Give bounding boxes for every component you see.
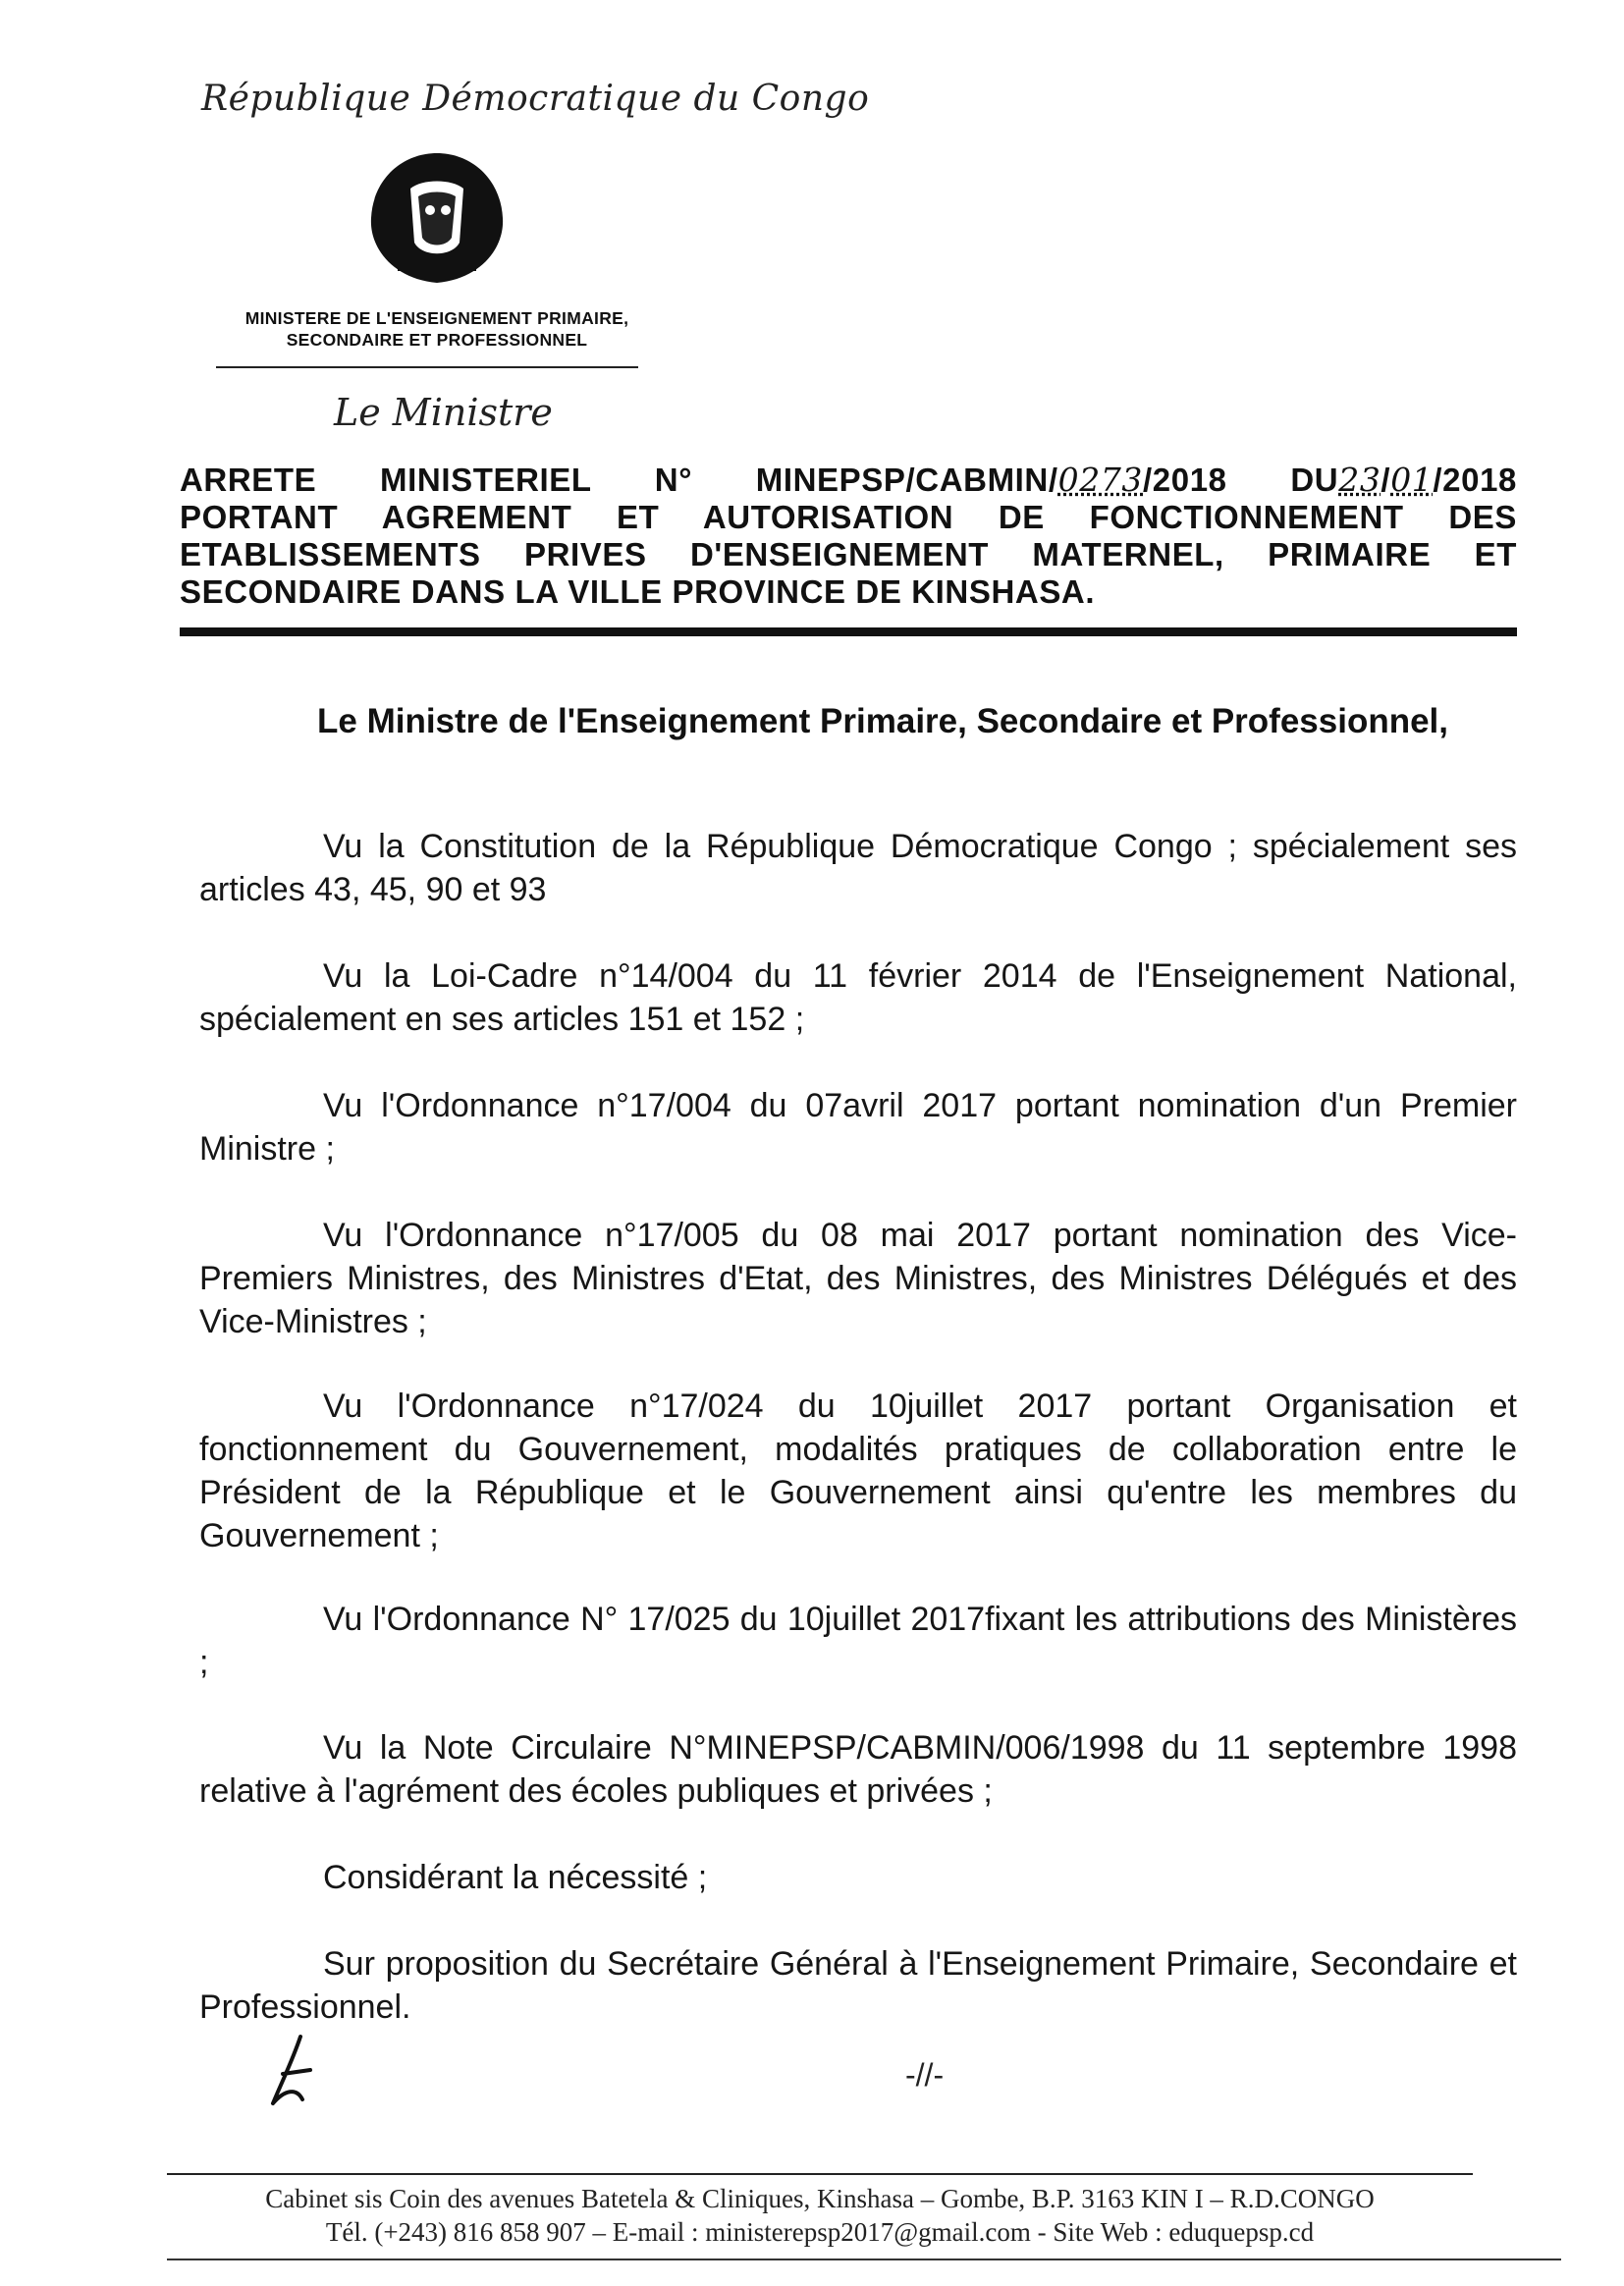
header-divider [216,366,638,368]
paragraph-ordonnance-17-025: Vu l'Ordonnance N° 17/025 du 10juillet 2017fixant les attributions des Ministères ; [199,1601,1517,1681]
ministry-line-1: MINISTERE DE L'ENSEIGNEMENT PRIMAIRE, [244,308,629,328]
title-year: /2018 [1433,462,1517,498]
ministry-line-2: SECONDAIRE ET PROFESSIONNEL [286,330,588,350]
title-line-2: PORTANT AGREMENT ET AUTORISATION DE FONCTIONNEMENT DES [180,499,1517,535]
footer-contacts: Tél. (+243) 816 858 907 – E-mail : ministerepsp2017@gmail.com - Site Web : eduquepsp.cd [325,2217,1315,2247]
decree-number: 0273 [1057,461,1144,499]
title-line-1 [180,462,1517,499]
paragraph-constitution: Vu la Constitution de la République Démocratique Congo ; spécialement ses articles 43, 45, 90 et 93 [199,828,1517,908]
footer-contact [167,2182,1473,2249]
decree-title [180,462,1517,611]
paragraph-ordonnance-17-024: Vu l'Ordonnance n°17/024 du 10juillet 2017 portant Organisation et fonctionnement du Gouvernement, modalités pratiques de collaboration entre le Président de la République et le Gouvernement ainsi qu'entre les membres du Gouvernement ; [199,1388,1517,1554]
paragraph-loi-cadre: Vu la Loi-Cadre n°14/004 du 11 février 2014 de l'Enseignement National, spécialement en ses articles 151 et 152 ; [199,957,1517,1038]
title-line-3: ETABLISSEMENTS PRIVES D'ENSEIGNEMENT MATERNEL, PRIMAIRE ET [180,536,1517,572]
drc-coat-of-arms-icon [363,149,511,287]
footer-divider [167,2173,1473,2175]
ministry-name [221,307,653,351]
intro-heading: Le Ministre de l'Enseignement Primaire, Secondaire et Professionnel, [317,702,1449,740]
title-divider [180,627,1517,636]
title-mid: /2018 DU [1143,462,1339,498]
paragraph-ordonnance-17-004: Vu l'Ordonnance n°17/004 du 07avril 2017 portant nomination d'un Premier Ministre ; [199,1087,1517,1168]
republic-name: République Démocratique du Congo [201,79,870,119]
title-prefix: ARRETE MINISTERIEL N° MINEPSP/CABMIN/ [180,462,1058,498]
handwritten-initial-icon [263,2031,322,2109]
paragraph-proposition: Sur proposition du Secrétaire Général à l'Enseignement Primaire, Secondaire et Professionnel. [199,1945,1517,2026]
paragraph-note-circulaire: Vu la Note Circulaire N°MINEPSP/CABMIN/006/1998 du 11 septembre 1998 relative à l'agrément des écoles publiques et privées ; [199,1729,1517,1810]
decree-day: 23 [1338,461,1381,499]
page-continuation-marker: -//- [905,2057,945,2093]
decree-month: 01 [1390,461,1434,499]
footer-address: Cabinet sis Coin des avenues Batetela & Cliniques, Kinshasa – Gombe, B.P. 3163 KIN I – R.D.CONGO [265,2184,1375,2213]
bottom-divider [167,2259,1561,2260]
signature-title: Le Ministre [334,391,553,434]
date-separator: / [1380,462,1391,498]
paragraph-considerant: Considérant la nécessité ; [323,1859,708,1896]
title-line-4: SECONDAIRE DANS LA VILLE PROVINCE DE KINSHASA. [180,573,1096,610]
paragraph-ordonnance-17-005: Vu l'Ordonnance n°17/005 du 08 mai 2017 portant nomination des Vice-Premiers Ministres, des Ministres d'Etat, des Ministres, des Ministres Délégués et des Vice-Ministres ; [199,1217,1517,1340]
